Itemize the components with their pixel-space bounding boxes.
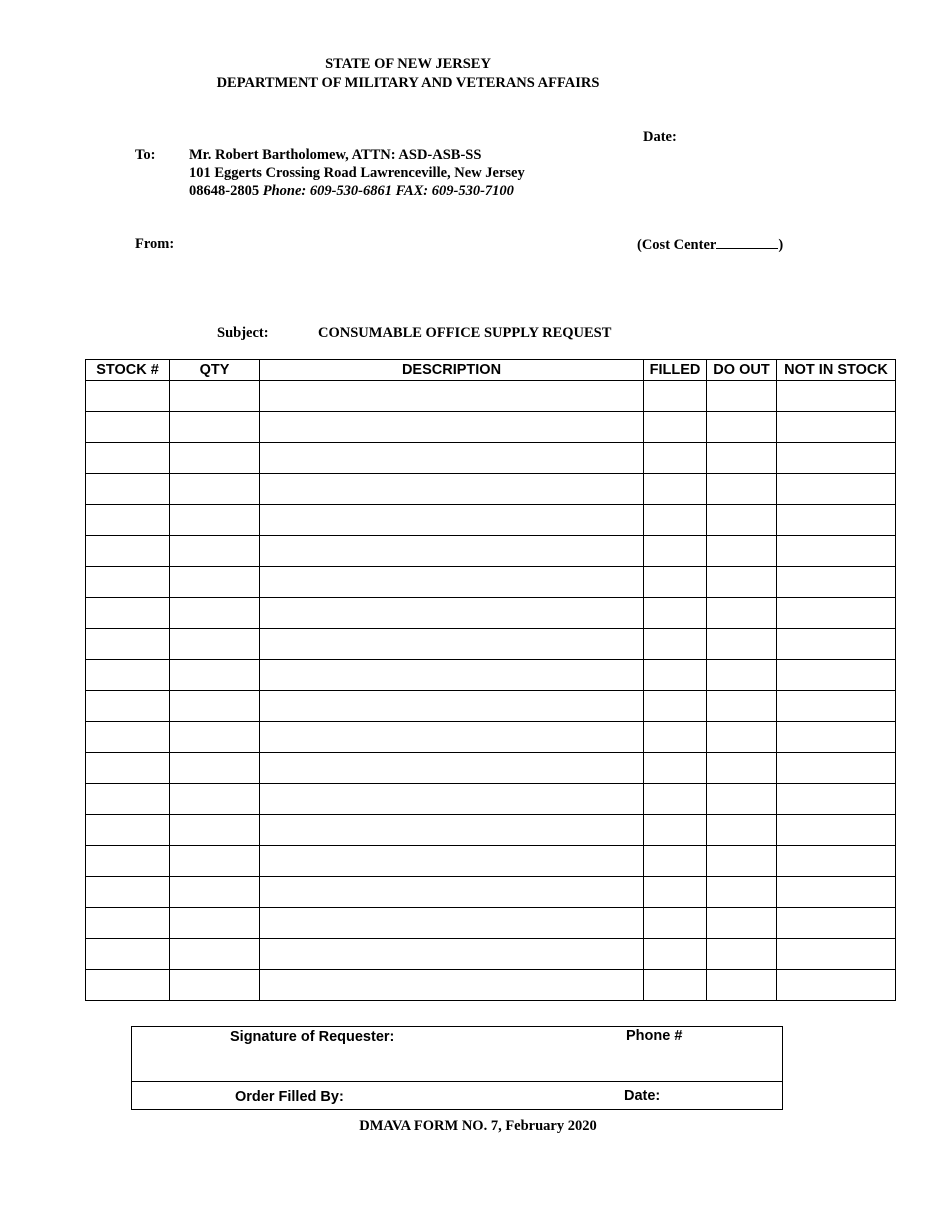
cell-not-in-stock[interactable]: [777, 846, 896, 877]
cell-filled[interactable]: [644, 474, 707, 505]
table-row: [86, 877, 896, 908]
cell-filled[interactable]: [644, 722, 707, 753]
cell-do-out[interactable]: [707, 412, 777, 443]
cell-description[interactable]: [260, 474, 644, 505]
cell-stock[interactable]: [86, 722, 170, 753]
cell-not-in-stock[interactable]: [777, 815, 896, 846]
cost-center-blank[interactable]: [716, 236, 778, 249]
table-row: [86, 598, 896, 629]
cell-stock[interactable]: [86, 536, 170, 567]
cell-description[interactable]: [260, 877, 644, 908]
form-number: DMAVA FORM NO. 7, February 2020: [359, 1118, 597, 1134]
cell-qty[interactable]: [170, 939, 260, 970]
cell-stock[interactable]: [86, 908, 170, 939]
cell-filled[interactable]: [644, 505, 707, 536]
supply-request-table: [85, 359, 896, 1001]
signature-of-requester-label: Signature of Requester:: [230, 1029, 395, 1045]
table-row: [86, 846, 896, 877]
cell-qty[interactable]: [170, 567, 260, 598]
cell-stock[interactable]: [86, 753, 170, 784]
column-header-not-in-stock: NOT IN STOCK: [777, 360, 896, 381]
cell-do-out[interactable]: [707, 846, 777, 877]
cell-stock[interactable]: [86, 381, 170, 412]
cell-not-in-stock[interactable]: [777, 536, 896, 567]
cell-stock[interactable]: [86, 598, 170, 629]
cell-qty[interactable]: [170, 660, 260, 691]
cell-filled[interactable]: [644, 970, 707, 1001]
cell-filled[interactable]: [644, 660, 707, 691]
table-row: [86, 970, 896, 1001]
cell-description[interactable]: [260, 846, 644, 877]
cell-do-out[interactable]: [707, 598, 777, 629]
table-row: [86, 691, 896, 722]
cell-description[interactable]: [260, 660, 644, 691]
cell-filled[interactable]: [644, 536, 707, 567]
cell-do-out[interactable]: [707, 691, 777, 722]
table-row: [86, 784, 896, 815]
cell-stock[interactable]: [86, 784, 170, 815]
cost-center-prefix: (Cost Center: [637, 237, 717, 253]
cell-filled[interactable]: [644, 908, 707, 939]
cell-stock[interactable]: [86, 567, 170, 598]
table-row: [86, 412, 896, 443]
cell-stock[interactable]: [86, 877, 170, 908]
cell-description[interactable]: [260, 722, 644, 753]
cell-qty[interactable]: [170, 412, 260, 443]
cell-not-in-stock[interactable]: [777, 567, 896, 598]
cell-filled[interactable]: [644, 443, 707, 474]
table-row: [86, 629, 896, 660]
cell-qty[interactable]: [170, 381, 260, 412]
cell-not-in-stock[interactable]: [777, 722, 896, 753]
column-header-filled: FILLED: [644, 360, 707, 381]
cost-center-suffix: ): [778, 237, 784, 253]
cell-qty[interactable]: [170, 443, 260, 474]
cost-center-field[interactable]: [637, 236, 783, 254]
cell-qty[interactable]: [170, 877, 260, 908]
cell-qty[interactable]: [170, 629, 260, 660]
order-filled-by-label: Order Filled By:: [235, 1089, 344, 1105]
cell-do-out[interactable]: [707, 753, 777, 784]
cell-qty[interactable]: [170, 846, 260, 877]
cell-filled[interactable]: [644, 412, 707, 443]
cell-qty[interactable]: [170, 970, 260, 1001]
cell-description[interactable]: [260, 691, 644, 722]
cell-stock[interactable]: [86, 660, 170, 691]
table-row: [86, 753, 896, 784]
signature-divider: [132, 1081, 782, 1082]
cell-not-in-stock[interactable]: [777, 908, 896, 939]
cell-filled[interactable]: [644, 629, 707, 660]
cell-description[interactable]: [260, 908, 644, 939]
cell-description[interactable]: [260, 567, 644, 598]
cell-do-out[interactable]: [707, 784, 777, 815]
header-state: STATE OF NEW JERSEY: [325, 56, 491, 72]
date-label: Date:: [643, 129, 677, 145]
cell-do-out[interactable]: [707, 908, 777, 939]
cell-not-in-stock[interactable]: [777, 381, 896, 412]
column-header-do-out: DO OUT: [707, 360, 777, 381]
cell-do-out[interactable]: [707, 877, 777, 908]
cell-not-in-stock[interactable]: [777, 970, 896, 1001]
cell-stock[interactable]: [86, 846, 170, 877]
cell-not-in-stock[interactable]: [777, 660, 896, 691]
cell-do-out[interactable]: [707, 443, 777, 474]
cell-filled[interactable]: [644, 381, 707, 412]
recipient-name: Mr. Robert Bartholomew, ATTN: ASD-ASB-SS: [189, 147, 482, 163]
cell-filled[interactable]: [644, 691, 707, 722]
cell-filled[interactable]: [644, 567, 707, 598]
table-row: [86, 939, 896, 970]
recipient-zip: 08648-2805: [189, 183, 260, 199]
table-row: [86, 908, 896, 939]
cell-description[interactable]: [260, 381, 644, 412]
signature-block: [131, 1026, 783, 1110]
table-row: [86, 505, 896, 536]
cell-stock[interactable]: [86, 815, 170, 846]
order-date-label: Date:: [624, 1088, 661, 1104]
cell-do-out[interactable]: [707, 474, 777, 505]
cell-stock[interactable]: [86, 412, 170, 443]
cell-not-in-stock[interactable]: [777, 505, 896, 536]
cell-do-out[interactable]: [707, 722, 777, 753]
header-department: DEPARTMENT OF MILITARY AND VETERANS AFFAIRS: [216, 75, 600, 91]
cell-qty[interactable]: [170, 505, 260, 536]
column-header-stock: STOCK #: [86, 360, 170, 381]
cell-qty[interactable]: [170, 536, 260, 567]
table-row: [86, 567, 896, 598]
column-header-qty: QTY: [170, 360, 260, 381]
cell-filled[interactable]: [644, 753, 707, 784]
cell-do-out[interactable]: [707, 381, 777, 412]
cell-filled[interactable]: [644, 846, 707, 877]
cell-stock[interactable]: [86, 443, 170, 474]
cell-filled[interactable]: [644, 598, 707, 629]
cell-description[interactable]: [260, 505, 644, 536]
subject-value: CONSUMABLE OFFICE SUPPLY REQUEST: [318, 325, 612, 341]
cell-stock[interactable]: [86, 970, 170, 1001]
cell-qty[interactable]: [170, 598, 260, 629]
cell-qty[interactable]: [170, 474, 260, 505]
cell-qty[interactable]: [170, 753, 260, 784]
cell-not-in-stock[interactable]: [777, 598, 896, 629]
table-row: [86, 536, 896, 567]
cell-qty[interactable]: [170, 784, 260, 815]
cell-stock[interactable]: [86, 505, 170, 536]
from-label: From:: [135, 236, 175, 252]
cell-do-out[interactable]: [707, 815, 777, 846]
cell-stock[interactable]: [86, 629, 170, 660]
cell-description[interactable]: [260, 412, 644, 443]
cell-filled[interactable]: [644, 877, 707, 908]
cell-description[interactable]: [260, 629, 644, 660]
cell-description[interactable]: [260, 598, 644, 629]
phone-label: Phone #: [626, 1028, 683, 1044]
cell-description[interactable]: [260, 536, 644, 567]
cell-do-out[interactable]: [707, 536, 777, 567]
cell-stock[interactable]: [86, 691, 170, 722]
cell-qty[interactable]: [170, 908, 260, 939]
cell-do-out[interactable]: [707, 629, 777, 660]
cell-filled[interactable]: [644, 815, 707, 846]
recipient-phone-fax: Phone: 609-530-6861 FAX: 609-530-7100: [262, 183, 514, 199]
cell-do-out[interactable]: [707, 970, 777, 1001]
cell-description[interactable]: [260, 815, 644, 846]
cell-not-in-stock[interactable]: [777, 691, 896, 722]
cell-qty[interactable]: [170, 722, 260, 753]
table-header-row: [86, 360, 896, 381]
cell-description[interactable]: [260, 970, 644, 1001]
cell-qty[interactable]: [170, 815, 260, 846]
cell-not-in-stock[interactable]: [777, 443, 896, 474]
cell-stock[interactable]: [86, 939, 170, 970]
cell-description[interactable]: [260, 753, 644, 784]
column-header-description: DESCRIPTION: [260, 360, 644, 381]
cell-filled[interactable]: [644, 939, 707, 970]
cell-not-in-stock[interactable]: [777, 629, 896, 660]
cell-not-in-stock[interactable]: [777, 877, 896, 908]
to-label: To:: [135, 147, 156, 163]
cell-description[interactable]: [260, 443, 644, 474]
table-row: [86, 381, 896, 412]
cell-do-out[interactable]: [707, 567, 777, 598]
table-row: [86, 474, 896, 505]
cell-not-in-stock[interactable]: [777, 939, 896, 970]
cell-not-in-stock[interactable]: [777, 753, 896, 784]
cell-not-in-stock[interactable]: [777, 474, 896, 505]
table-row: [86, 443, 896, 474]
cell-do-out[interactable]: [707, 505, 777, 536]
cell-stock[interactable]: [86, 474, 170, 505]
table-row: [86, 722, 896, 753]
cell-qty[interactable]: [170, 691, 260, 722]
cell-description[interactable]: [260, 784, 644, 815]
table-row: [86, 660, 896, 691]
cell-filled[interactable]: [644, 784, 707, 815]
cell-do-out[interactable]: [707, 660, 777, 691]
table-row: [86, 815, 896, 846]
cell-do-out[interactable]: [707, 939, 777, 970]
cell-not-in-stock[interactable]: [777, 412, 896, 443]
cell-description[interactable]: [260, 939, 644, 970]
cell-not-in-stock[interactable]: [777, 784, 896, 815]
subject-label: Subject:: [217, 325, 269, 341]
recipient-zip-contact: [189, 183, 514, 200]
recipient-street: 101 Eggerts Crossing Road Lawrenceville, New Jersey: [189, 165, 525, 181]
